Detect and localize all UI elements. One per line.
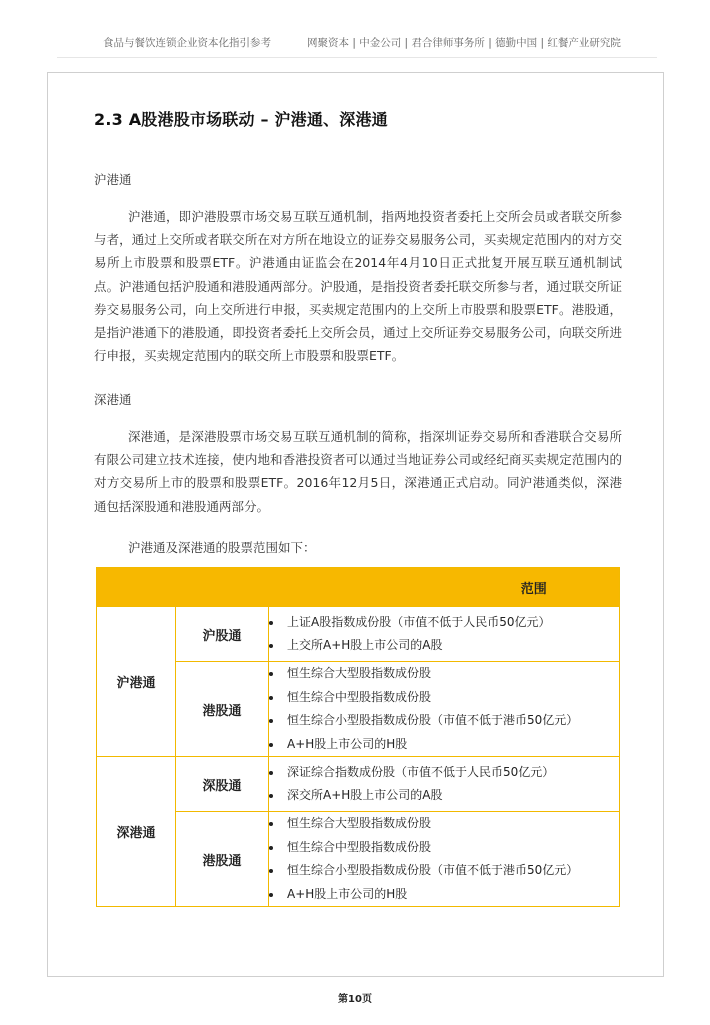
bullet-icon: [269, 719, 273, 723]
items-cell: [269, 812, 620, 907]
list-item: 深交所A+H股上市公司的A股: [269, 784, 619, 808]
list-item: 恒生综合小型股指数成份股（市值不低于港币50亿元）: [269, 709, 619, 733]
bullet-icon: [269, 869, 273, 873]
header-document-title: 食品与餐饮连锁企业资本化指引参考: [103, 37, 271, 49]
list-item: 恒生综合小型股指数成份股（市值不低于港币50亿元）: [269, 859, 619, 883]
bullet-icon: [269, 771, 273, 775]
table-row: [97, 607, 620, 662]
list-item: 上交所A+H股上市公司的A股: [269, 634, 619, 658]
bullet-icon: [269, 621, 273, 625]
list-item: 恒生综合大型股指数成份股: [269, 662, 619, 686]
table-header-row: [97, 568, 620, 607]
list-item: 恒生综合大型股指数成份股: [269, 812, 619, 836]
table-row: [97, 662, 620, 757]
bullet-icon: [269, 672, 273, 676]
sub-cell-shengutong: 深股通: [176, 757, 269, 812]
header-divider: [57, 57, 657, 58]
bullet-icon: [269, 696, 273, 700]
sub-cell-ganggutong: 港股通: [176, 812, 269, 907]
list-item: 上证A股指数成份股（市值不低于人民币50亿元）: [269, 611, 619, 635]
sub-cell-hugutong: 沪股通: [176, 607, 269, 662]
list-item: A+H股上市公司的H股: [269, 883, 619, 907]
shengangtong-paragraph: 深港通，是深港股票市场交易互联互通机制的简称，指深圳证券交易所和香港联合交易所有限公司建立技术连接，使内地和香港投资者可以通过当地证券公司或经纪商买卖规定范围内的对方交易所上市的股票和股票ETF。2016年12月5日，深港通正式启动。同沪港通类似，深港通包括深股通和港股通两部分。: [94, 429, 622, 514]
bullet-icon: [269, 644, 273, 648]
page-header: [0, 35, 710, 51]
header-organizations: 网聚资本 | 中金公司 | 君合律师事务所 | 德勤中国 | 红餐产业研究院: [307, 37, 621, 49]
sub-cell-ganggutong: 港股通: [176, 662, 269, 757]
list-item: 恒生综合中型股指数成份股: [269, 686, 619, 710]
table-row: [97, 757, 620, 812]
bullet-icon: [269, 893, 273, 897]
bullet-icon: [269, 794, 273, 798]
table-header-range: 范围: [269, 568, 620, 607]
table-header-blank: [97, 568, 269, 607]
shengangtong-heading: 深港通: [94, 392, 132, 407]
items-cell: [269, 607, 620, 662]
items-cell: [269, 662, 620, 757]
list-item: 恒生综合中型股指数成份股: [269, 836, 619, 860]
bullet-icon: [269, 846, 273, 850]
hugangtong-heading: 沪港通: [94, 172, 132, 187]
market-cell-shengangtong: 深港通: [97, 757, 176, 907]
bullet-icon: [269, 743, 273, 747]
section-title: 2.3 A股港股市场联动 – 沪港通、深港通: [94, 110, 388, 129]
market-cell-hugangtong: 沪港通: [97, 607, 176, 757]
table-row: [97, 812, 620, 907]
table-intro: 沪港通及深港通的股票范围如下：: [128, 540, 316, 555]
items-cell: [269, 757, 620, 812]
hugangtong-paragraph: 沪港通，即沪港股票市场交易互联互通机制，指两地投资者委托上交所会员或者联交所参与者，通过上交所或者联交所在对方所在地设立的证券交易服务公司，买卖规定范围内的对方交易所上市股票和股票ETF。沪港通由证监会在2014年4月10日正式批复开展互联互通机制试点。沪港通包括沪股通和港股通两部分。沪股通，是指投资者委托联交所参与者，通过联交所证券交易服务公司，向上交所进行申报，买卖规定范围内的上交所上市股票和股票ETF。港股通，是指沪港通下的港股通，即投资者委托上交所会员，通过上交所证券交易服务公司，向联交所进行申报，买卖规定范围内的联交所上市股票和股票ETF。: [94, 209, 622, 364]
page-number: 第10页: [338, 994, 372, 1005]
bullet-icon: [269, 822, 273, 826]
stock-scope-table: [96, 567, 620, 907]
list-item: 深证综合指数成份股（市值不低于人民币50亿元）: [269, 761, 619, 785]
list-item: A+H股上市公司的H股: [269, 733, 619, 757]
